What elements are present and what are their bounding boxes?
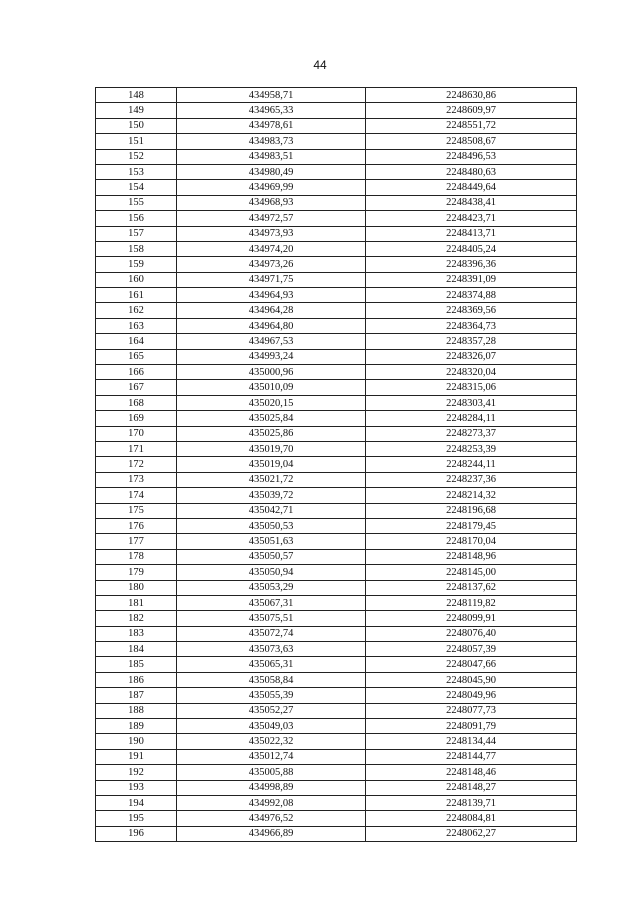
y-coordinate-cell: 2248057,39 (366, 642, 577, 657)
point-number-cell: 168 (96, 395, 177, 410)
y-coordinate-cell: 2248137,62 (366, 580, 577, 595)
point-number-cell: 177 (96, 534, 177, 549)
x-coordinate-cell: 435021,72 (177, 472, 366, 487)
point-number-cell: 171 (96, 441, 177, 456)
table-row (96, 195, 577, 210)
table-row (96, 411, 577, 426)
table-row (96, 657, 577, 672)
point-number-cell: 151 (96, 134, 177, 149)
point-number-cell: 185 (96, 657, 177, 672)
x-coordinate-cell: 435065,31 (177, 657, 366, 672)
point-number-cell: 148 (96, 88, 177, 103)
y-coordinate-cell: 2248391,09 (366, 272, 577, 287)
x-coordinate-cell: 435050,57 (177, 549, 366, 564)
y-coordinate-cell: 2248496,53 (366, 149, 577, 164)
y-coordinate-cell: 2248148,27 (366, 780, 577, 795)
x-coordinate-cell: 435042,71 (177, 503, 366, 518)
table-row (96, 88, 577, 103)
x-coordinate-cell: 434993,24 (177, 349, 366, 364)
x-coordinate-cell: 434966,89 (177, 826, 366, 841)
point-number-cell: 156 (96, 211, 177, 226)
y-coordinate-cell: 2248326,07 (366, 349, 577, 364)
x-coordinate-cell: 435020,15 (177, 395, 366, 410)
y-coordinate-cell: 2248062,27 (366, 826, 577, 841)
y-coordinate-cell: 2248077,73 (366, 703, 577, 718)
table-row (96, 626, 577, 641)
table-row (96, 611, 577, 626)
point-number-cell: 182 (96, 611, 177, 626)
y-coordinate-cell: 2248480,63 (366, 164, 577, 179)
x-coordinate-cell: 434976,52 (177, 811, 366, 826)
y-coordinate-cell: 2248091,79 (366, 719, 577, 734)
x-coordinate-cell: 434992,08 (177, 795, 366, 810)
point-number-cell: 155 (96, 195, 177, 210)
point-number-cell: 175 (96, 503, 177, 518)
coordinates-table-body (96, 88, 577, 842)
y-coordinate-cell: 2248196,68 (366, 503, 577, 518)
x-coordinate-cell: 434978,61 (177, 118, 366, 133)
y-coordinate-cell: 2248253,39 (366, 441, 577, 456)
y-coordinate-cell: 2248396,36 (366, 257, 577, 272)
point-number-cell: 149 (96, 103, 177, 118)
table-row (96, 134, 577, 149)
table-row (96, 642, 577, 657)
table-row (96, 365, 577, 380)
x-coordinate-cell: 435025,86 (177, 426, 366, 441)
point-number-cell: 162 (96, 303, 177, 318)
point-number-cell: 170 (96, 426, 177, 441)
table-row (96, 734, 577, 749)
table-row (96, 149, 577, 164)
point-number-cell: 154 (96, 180, 177, 195)
x-coordinate-cell: 434971,75 (177, 272, 366, 287)
table-row (96, 303, 577, 318)
point-number-cell: 186 (96, 672, 177, 687)
point-number-cell: 191 (96, 749, 177, 764)
table-row (96, 826, 577, 841)
y-coordinate-cell: 2248357,28 (366, 334, 577, 349)
y-coordinate-cell: 2248315,06 (366, 380, 577, 395)
table-row (96, 272, 577, 287)
point-number-cell: 153 (96, 164, 177, 179)
table-row (96, 672, 577, 687)
table-row (96, 395, 577, 410)
table-row (96, 765, 577, 780)
table-row (96, 180, 577, 195)
x-coordinate-cell: 434980,49 (177, 164, 366, 179)
table-row (96, 334, 577, 349)
table-row (96, 719, 577, 734)
x-coordinate-cell: 434964,80 (177, 318, 366, 333)
y-coordinate-cell: 2248405,24 (366, 241, 577, 256)
x-coordinate-cell: 435058,84 (177, 672, 366, 687)
point-number-cell: 190 (96, 734, 177, 749)
x-coordinate-cell: 434968,93 (177, 195, 366, 210)
x-coordinate-cell: 434972,57 (177, 211, 366, 226)
x-coordinate-cell: 435019,04 (177, 457, 366, 472)
point-number-cell: 165 (96, 349, 177, 364)
table-row (96, 257, 577, 272)
page-number: 44 (313, 58, 327, 72)
point-number-cell: 195 (96, 811, 177, 826)
y-coordinate-cell: 2248630,86 (366, 88, 577, 103)
table-row (96, 103, 577, 118)
x-coordinate-cell: 435025,84 (177, 411, 366, 426)
x-coordinate-cell: 434958,71 (177, 88, 366, 103)
x-coordinate-cell: 435019,70 (177, 441, 366, 456)
x-coordinate-cell: 435050,53 (177, 518, 366, 533)
point-number-cell: 189 (96, 719, 177, 734)
x-coordinate-cell: 435012,74 (177, 749, 366, 764)
x-coordinate-cell: 434964,28 (177, 303, 366, 318)
y-coordinate-cell: 2248273,37 (366, 426, 577, 441)
x-coordinate-cell: 435067,31 (177, 595, 366, 610)
y-coordinate-cell: 2248374,88 (366, 288, 577, 303)
point-number-cell: 194 (96, 795, 177, 810)
x-coordinate-cell: 434965,33 (177, 103, 366, 118)
point-number-cell: 173 (96, 472, 177, 487)
x-coordinate-cell: 435049,03 (177, 719, 366, 734)
y-coordinate-cell: 2248551,72 (366, 118, 577, 133)
y-coordinate-cell: 2248508,67 (366, 134, 577, 149)
point-number-cell: 152 (96, 149, 177, 164)
table-row (96, 811, 577, 826)
y-coordinate-cell: 2248364,73 (366, 318, 577, 333)
x-coordinate-cell: 434974,20 (177, 241, 366, 256)
y-coordinate-cell: 2248084,81 (366, 811, 577, 826)
point-number-cell: 181 (96, 595, 177, 610)
x-coordinate-cell: 435000,96 (177, 365, 366, 380)
table-row (96, 703, 577, 718)
table-row (96, 349, 577, 364)
y-coordinate-cell: 2248303,41 (366, 395, 577, 410)
point-number-cell: 196 (96, 826, 177, 841)
y-coordinate-cell: 2248170,04 (366, 534, 577, 549)
table-row (96, 795, 577, 810)
point-number-cell: 180 (96, 580, 177, 595)
point-number-cell: 188 (96, 703, 177, 718)
table-row (96, 118, 577, 133)
table-row (96, 780, 577, 795)
x-coordinate-cell: 435053,29 (177, 580, 366, 595)
x-coordinate-cell: 435010,09 (177, 380, 366, 395)
y-coordinate-cell: 2248139,71 (366, 795, 577, 810)
table-row (96, 380, 577, 395)
y-coordinate-cell: 2248320,04 (366, 365, 577, 380)
table-row (96, 164, 577, 179)
point-number-cell: 167 (96, 380, 177, 395)
table-row (96, 595, 577, 610)
y-coordinate-cell: 2248284,11 (366, 411, 577, 426)
x-coordinate-cell: 435055,39 (177, 688, 366, 703)
x-coordinate-cell: 435075,51 (177, 611, 366, 626)
point-number-cell: 159 (96, 257, 177, 272)
table-row (96, 749, 577, 764)
table-row (96, 426, 577, 441)
y-coordinate-cell: 2248145,00 (366, 565, 577, 580)
table-row (96, 688, 577, 703)
x-coordinate-cell: 434973,26 (177, 257, 366, 272)
point-number-cell: 169 (96, 411, 177, 426)
table-row (96, 580, 577, 595)
x-coordinate-cell: 434967,53 (177, 334, 366, 349)
point-number-cell: 192 (96, 765, 177, 780)
table-row (96, 241, 577, 256)
y-coordinate-cell: 2248144,77 (366, 749, 577, 764)
y-coordinate-cell: 2248049,96 (366, 688, 577, 703)
point-number-cell: 157 (96, 226, 177, 241)
coordinates-table (95, 87, 577, 842)
table-row (96, 441, 577, 456)
table-row (96, 549, 577, 564)
table-row (96, 534, 577, 549)
point-number-cell: 164 (96, 334, 177, 349)
x-coordinate-cell: 434964,93 (177, 288, 366, 303)
y-coordinate-cell: 2248214,32 (366, 488, 577, 503)
point-number-cell: 187 (96, 688, 177, 703)
y-coordinate-cell: 2248045,90 (366, 672, 577, 687)
table-row (96, 565, 577, 580)
x-coordinate-cell: 435050,94 (177, 565, 366, 580)
point-number-cell: 161 (96, 288, 177, 303)
point-number-cell: 179 (96, 565, 177, 580)
x-coordinate-cell: 435039,72 (177, 488, 366, 503)
y-coordinate-cell: 2248047,66 (366, 657, 577, 672)
y-coordinate-cell: 2248237,36 (366, 472, 577, 487)
table-row (96, 288, 577, 303)
x-coordinate-cell: 435052,27 (177, 703, 366, 718)
x-coordinate-cell: 434973,93 (177, 226, 366, 241)
y-coordinate-cell: 2248134,44 (366, 734, 577, 749)
y-coordinate-cell: 2248438,41 (366, 195, 577, 210)
table-row (96, 518, 577, 533)
point-number-cell: 172 (96, 457, 177, 472)
x-coordinate-cell: 435005,88 (177, 765, 366, 780)
point-number-cell: 166 (96, 365, 177, 380)
point-number-cell: 178 (96, 549, 177, 564)
y-coordinate-cell: 2248413,71 (366, 226, 577, 241)
y-coordinate-cell: 2248369,56 (366, 303, 577, 318)
point-number-cell: 176 (96, 518, 177, 533)
point-number-cell: 158 (96, 241, 177, 256)
table-row (96, 457, 577, 472)
y-coordinate-cell: 2248244,11 (366, 457, 577, 472)
x-coordinate-cell: 434969,99 (177, 180, 366, 195)
point-number-cell: 174 (96, 488, 177, 503)
y-coordinate-cell: 2248449,64 (366, 180, 577, 195)
y-coordinate-cell: 2248076,40 (366, 626, 577, 641)
point-number-cell: 193 (96, 780, 177, 795)
point-number-cell: 160 (96, 272, 177, 287)
x-coordinate-cell: 435072,74 (177, 626, 366, 641)
y-coordinate-cell: 2248148,96 (366, 549, 577, 564)
point-number-cell: 184 (96, 642, 177, 657)
point-number-cell: 150 (96, 118, 177, 133)
table-row (96, 226, 577, 241)
x-coordinate-cell: 434998,89 (177, 780, 366, 795)
x-coordinate-cell: 435022,32 (177, 734, 366, 749)
x-coordinate-cell: 435051,63 (177, 534, 366, 549)
x-coordinate-cell: 434983,51 (177, 149, 366, 164)
y-coordinate-cell: 2248609,97 (366, 103, 577, 118)
point-number-cell: 183 (96, 626, 177, 641)
y-coordinate-cell: 2248423,71 (366, 211, 577, 226)
x-coordinate-cell: 435073,63 (177, 642, 366, 657)
table-row (96, 503, 577, 518)
y-coordinate-cell: 2248148,46 (366, 765, 577, 780)
table-row (96, 488, 577, 503)
table-row (96, 211, 577, 226)
x-coordinate-cell: 434983,73 (177, 134, 366, 149)
table-row (96, 318, 577, 333)
y-coordinate-cell: 2248179,45 (366, 518, 577, 533)
y-coordinate-cell: 2248099,91 (366, 611, 577, 626)
table-row (96, 472, 577, 487)
point-number-cell: 163 (96, 318, 177, 333)
y-coordinate-cell: 2248119,82 (366, 595, 577, 610)
